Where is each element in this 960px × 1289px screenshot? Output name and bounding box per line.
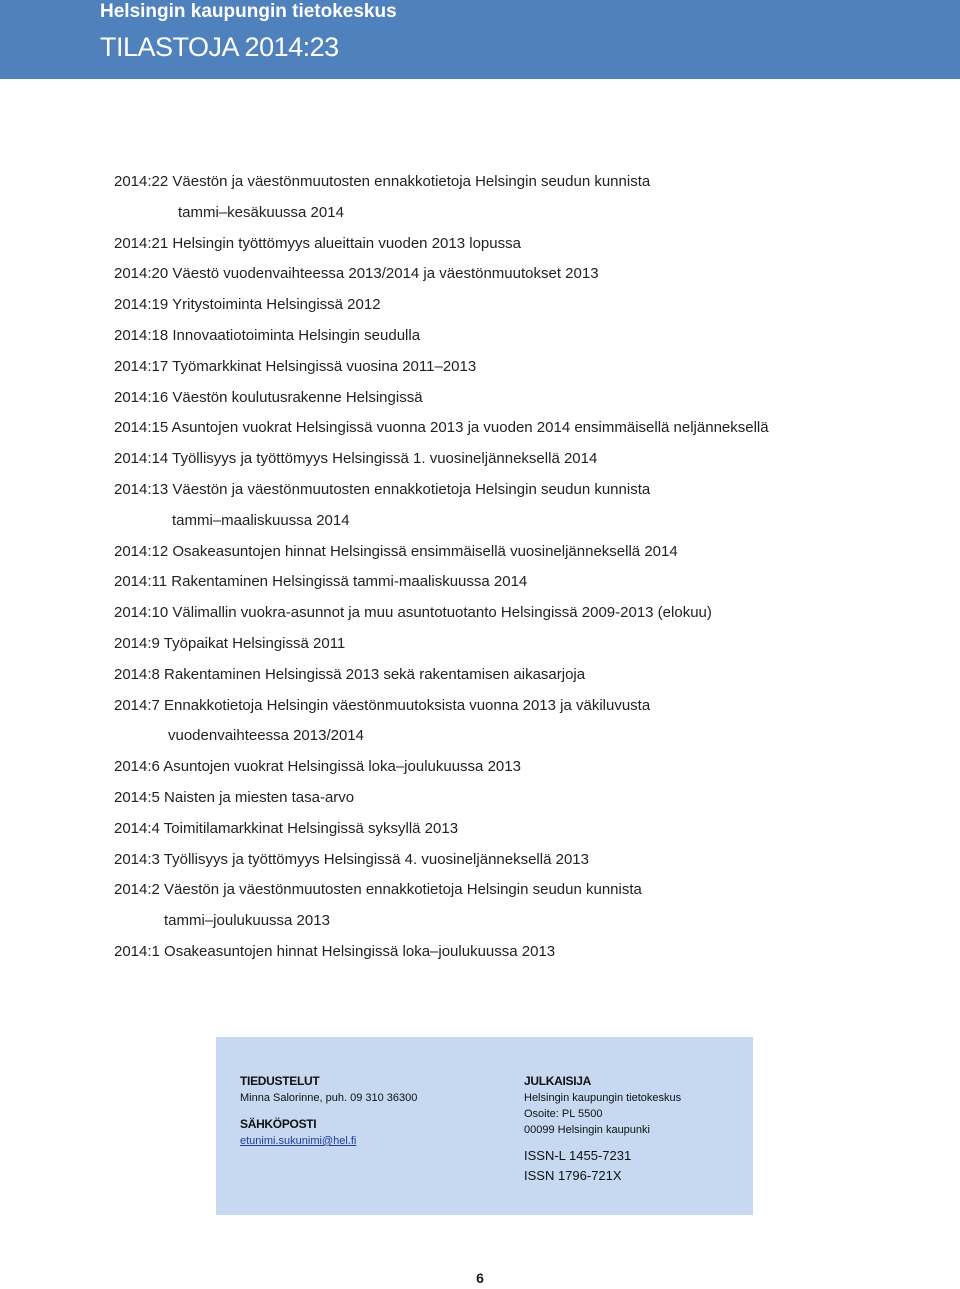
list-item: 2014:22 Väestön ja väestönmuutosten ennakkotietoja Helsingin seudun kunnista	[114, 173, 651, 190]
inquiries-contact: Minna Salorinne, puh. 09 310 36300	[240, 1092, 418, 1104]
email-heading: SÄHKÖPOSTI	[240, 1117, 317, 1131]
publisher-address: Osoite: PL 5500	[524, 1108, 603, 1120]
list-item: 2014:11 Rakentaminen Helsingissä tammi-maaliskuussa 2014	[114, 573, 528, 591]
list-item: 2014:18 Innovaatiotoiminta Helsingin seudulla	[114, 326, 421, 344]
list-item: 2014:9 Työpaikat Helsingissä 2011	[114, 634, 346, 652]
list-item: 2014:19 Yritystoiminta Helsingissä 2012	[114, 296, 381, 314]
list-item: 2014:6 Asuntojen vuokrat Helsingissä loka–joulukuussa 2013	[114, 758, 521, 776]
list-item: 2014:4 Toimitilamarkkinat Helsingissä syksyllä 2013	[114, 819, 459, 837]
publication-list	[114, 171, 874, 972]
list-item-continuation: tammi–maaliskuussa 2014	[172, 511, 350, 529]
organization-name: Helsingin kaupungin tietokeskus	[100, 1, 397, 22]
contact-info-box	[216, 1037, 753, 1215]
list-item: 2014:3 Työllisyys ja työttömyys Helsingissä 4. vuosineljänneksellä 2013	[114, 850, 589, 868]
publisher-heading: JULKAISIJA	[524, 1074, 592, 1088]
list-item-continuation: tammi–joulukuussa 2013	[164, 912, 330, 930]
list-item: 2014:20 Väestö vuodenvaihteessa 2013/2014 ja väestönmuutokset 2013	[114, 265, 599, 283]
list-item: 2014:7 Ennakkotietoja Helsingin väestönmuutoksista vuonna 2013 ja väkiluvusta	[114, 696, 651, 714]
list-item: 2014:1 Osakeasuntojen hinnat Helsingissä loka–joulukuussa 2013	[114, 942, 556, 960]
publisher-postal-code: 00099 Helsingin kaupunki	[524, 1124, 650, 1136]
list-item: 2014:15 Asuntojen vuokrat Helsingissä vuonna 2013 ja vuoden 2014 ensimmäisellä neljänneksellä	[114, 419, 769, 437]
list-item: 2014:2 Väestön ja väestönmuutosten ennakkotietoja Helsingin seudun kunnista	[114, 881, 642, 899]
list-item: 2014:13 Väestön ja väestönmuutosten ennakkotietoja Helsingin seudun kunnista	[114, 480, 651, 498]
list-item: 2014:17 Työmarkkinat Helsingissä vuosina 2011–2013	[114, 357, 477, 375]
issn-l: ISSN-L 1455-7231	[524, 1148, 632, 1163]
list-item: 2014:14 Työllisyys ja työttömyys Helsingissä 1. vuosineljänneksellä 2014	[114, 450, 598, 468]
list-item: 2014:10 Välimallin vuokra-asunnot ja muu asuntotuotanto Helsingissä 2009-2013 (elokuu)	[114, 604, 712, 622]
list-item: 2014:8 Rakentaminen Helsingissä 2013 sekä rakentamisen aikasarjoja	[114, 665, 586, 683]
list-item: 2014:5 Naisten ja miesten tasa-arvo	[114, 788, 355, 806]
header-band	[0, 0, 960, 79]
page-number: 6	[476, 1270, 484, 1286]
list-item: 2014:21 Helsingin työttömyys alueittain vuoden 2013 lopussa	[114, 234, 521, 252]
publisher-name: Helsingin kaupungin tietokeskus	[524, 1092, 682, 1104]
list-item-continuation: tammi–kesäkuussa 2014	[178, 203, 344, 221]
list-item: 2014:16 Väestön koulutusrakenne Helsingissä	[114, 388, 423, 406]
series-title: TILASTOJA 2014:23	[100, 32, 339, 62]
inquiries-heading: TIEDUSTELUT	[240, 1074, 320, 1088]
list-item-continuation: vuodenvaihteessa 2013/2014	[168, 727, 364, 745]
issn: ISSN 1796-721X	[524, 1168, 622, 1183]
list-item: 2014:12 Osakeasuntojen hinnat Helsingissä ensimmäisellä vuosineljänneksellä 2014	[114, 542, 678, 560]
email-link[interactable]: etunimi.sukunimi@hel.fi	[240, 1135, 357, 1147]
